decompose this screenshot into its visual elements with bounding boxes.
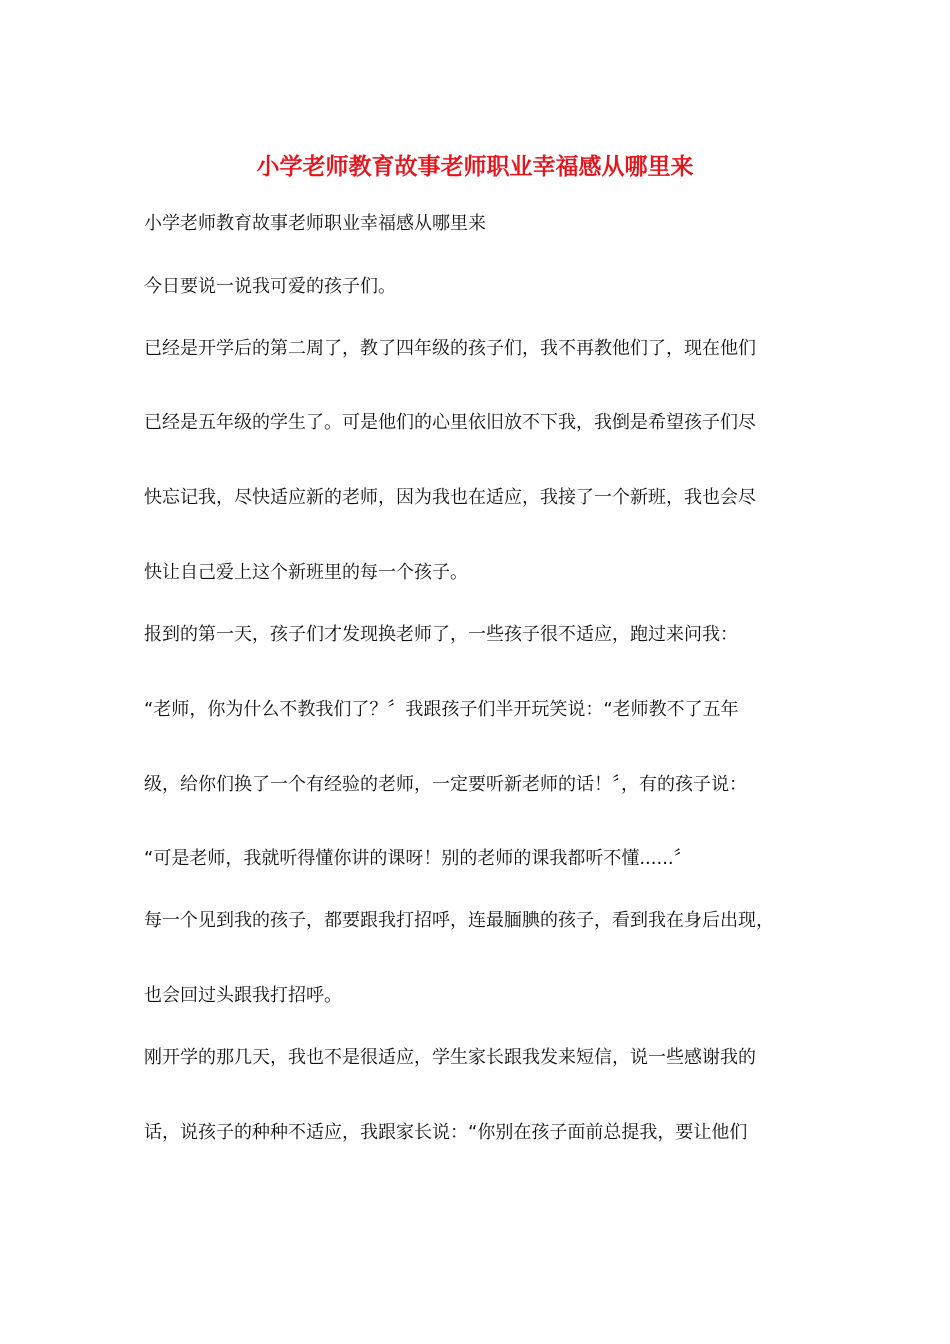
body-line-6: 快让自己爱上这个新班里的每一个孩子。 — [144, 562, 468, 583]
body-line-12: 也会回过头跟我打招呼。 — [144, 985, 342, 1006]
body-line-14: 话，说孩子的种种不适应，我跟家长说：“你别在孩子面前总提我，要让他们 — [144, 1122, 748, 1143]
body-line-5: 快忘记我，尽快适应新的老师，因为我也在适应，我接了一个新班，我也会尽 — [144, 487, 756, 508]
body-line-7: 报到的第一天，孩子们才发现换老师了，一些孩子很不适应，跑过来问我： — [144, 624, 738, 645]
body-line-11: 每一个见到我的孩子，都要跟我打招呼，连最腼腆的孩子，看到我在身后出现， — [144, 910, 774, 931]
body-line-2: 今日要说一说我可爱的孩子们。 — [144, 276, 396, 297]
body-line-13: 刚开学的那几天，我也不是很适应，学生家长跟我发来短信，说一些感谢我的 — [144, 1047, 756, 1068]
body-line-4: 已经是五年级的学生了。可是他们的心里依旧放不下我，我倒是希望孩子们尽 — [144, 412, 756, 433]
body-line-1: 小学老师教育故事老师职业幸福感从哪里来 — [144, 213, 486, 234]
body-line-10: “可是老师，我就听得懂你讲的课呀！别的老师的课我都听不懂......〞 — [144, 848, 692, 869]
document-title: 小学老师教育故事老师职业幸福感从哪里来 — [256, 153, 694, 180]
body-line-9: 级，给你们换了一个有经验的老师，一定要听新老师的话！〞，有的孩子说： — [144, 774, 747, 795]
body-line-3: 已经是开学后的第二周了，教了四年级的孩子们，我不再教他们了，现在他们 — [144, 338, 756, 359]
body-line-8: “老师，你为什么不教我们了？〞我跟孩子们半开玩笑说：“老师教不了五年 — [144, 699, 739, 720]
